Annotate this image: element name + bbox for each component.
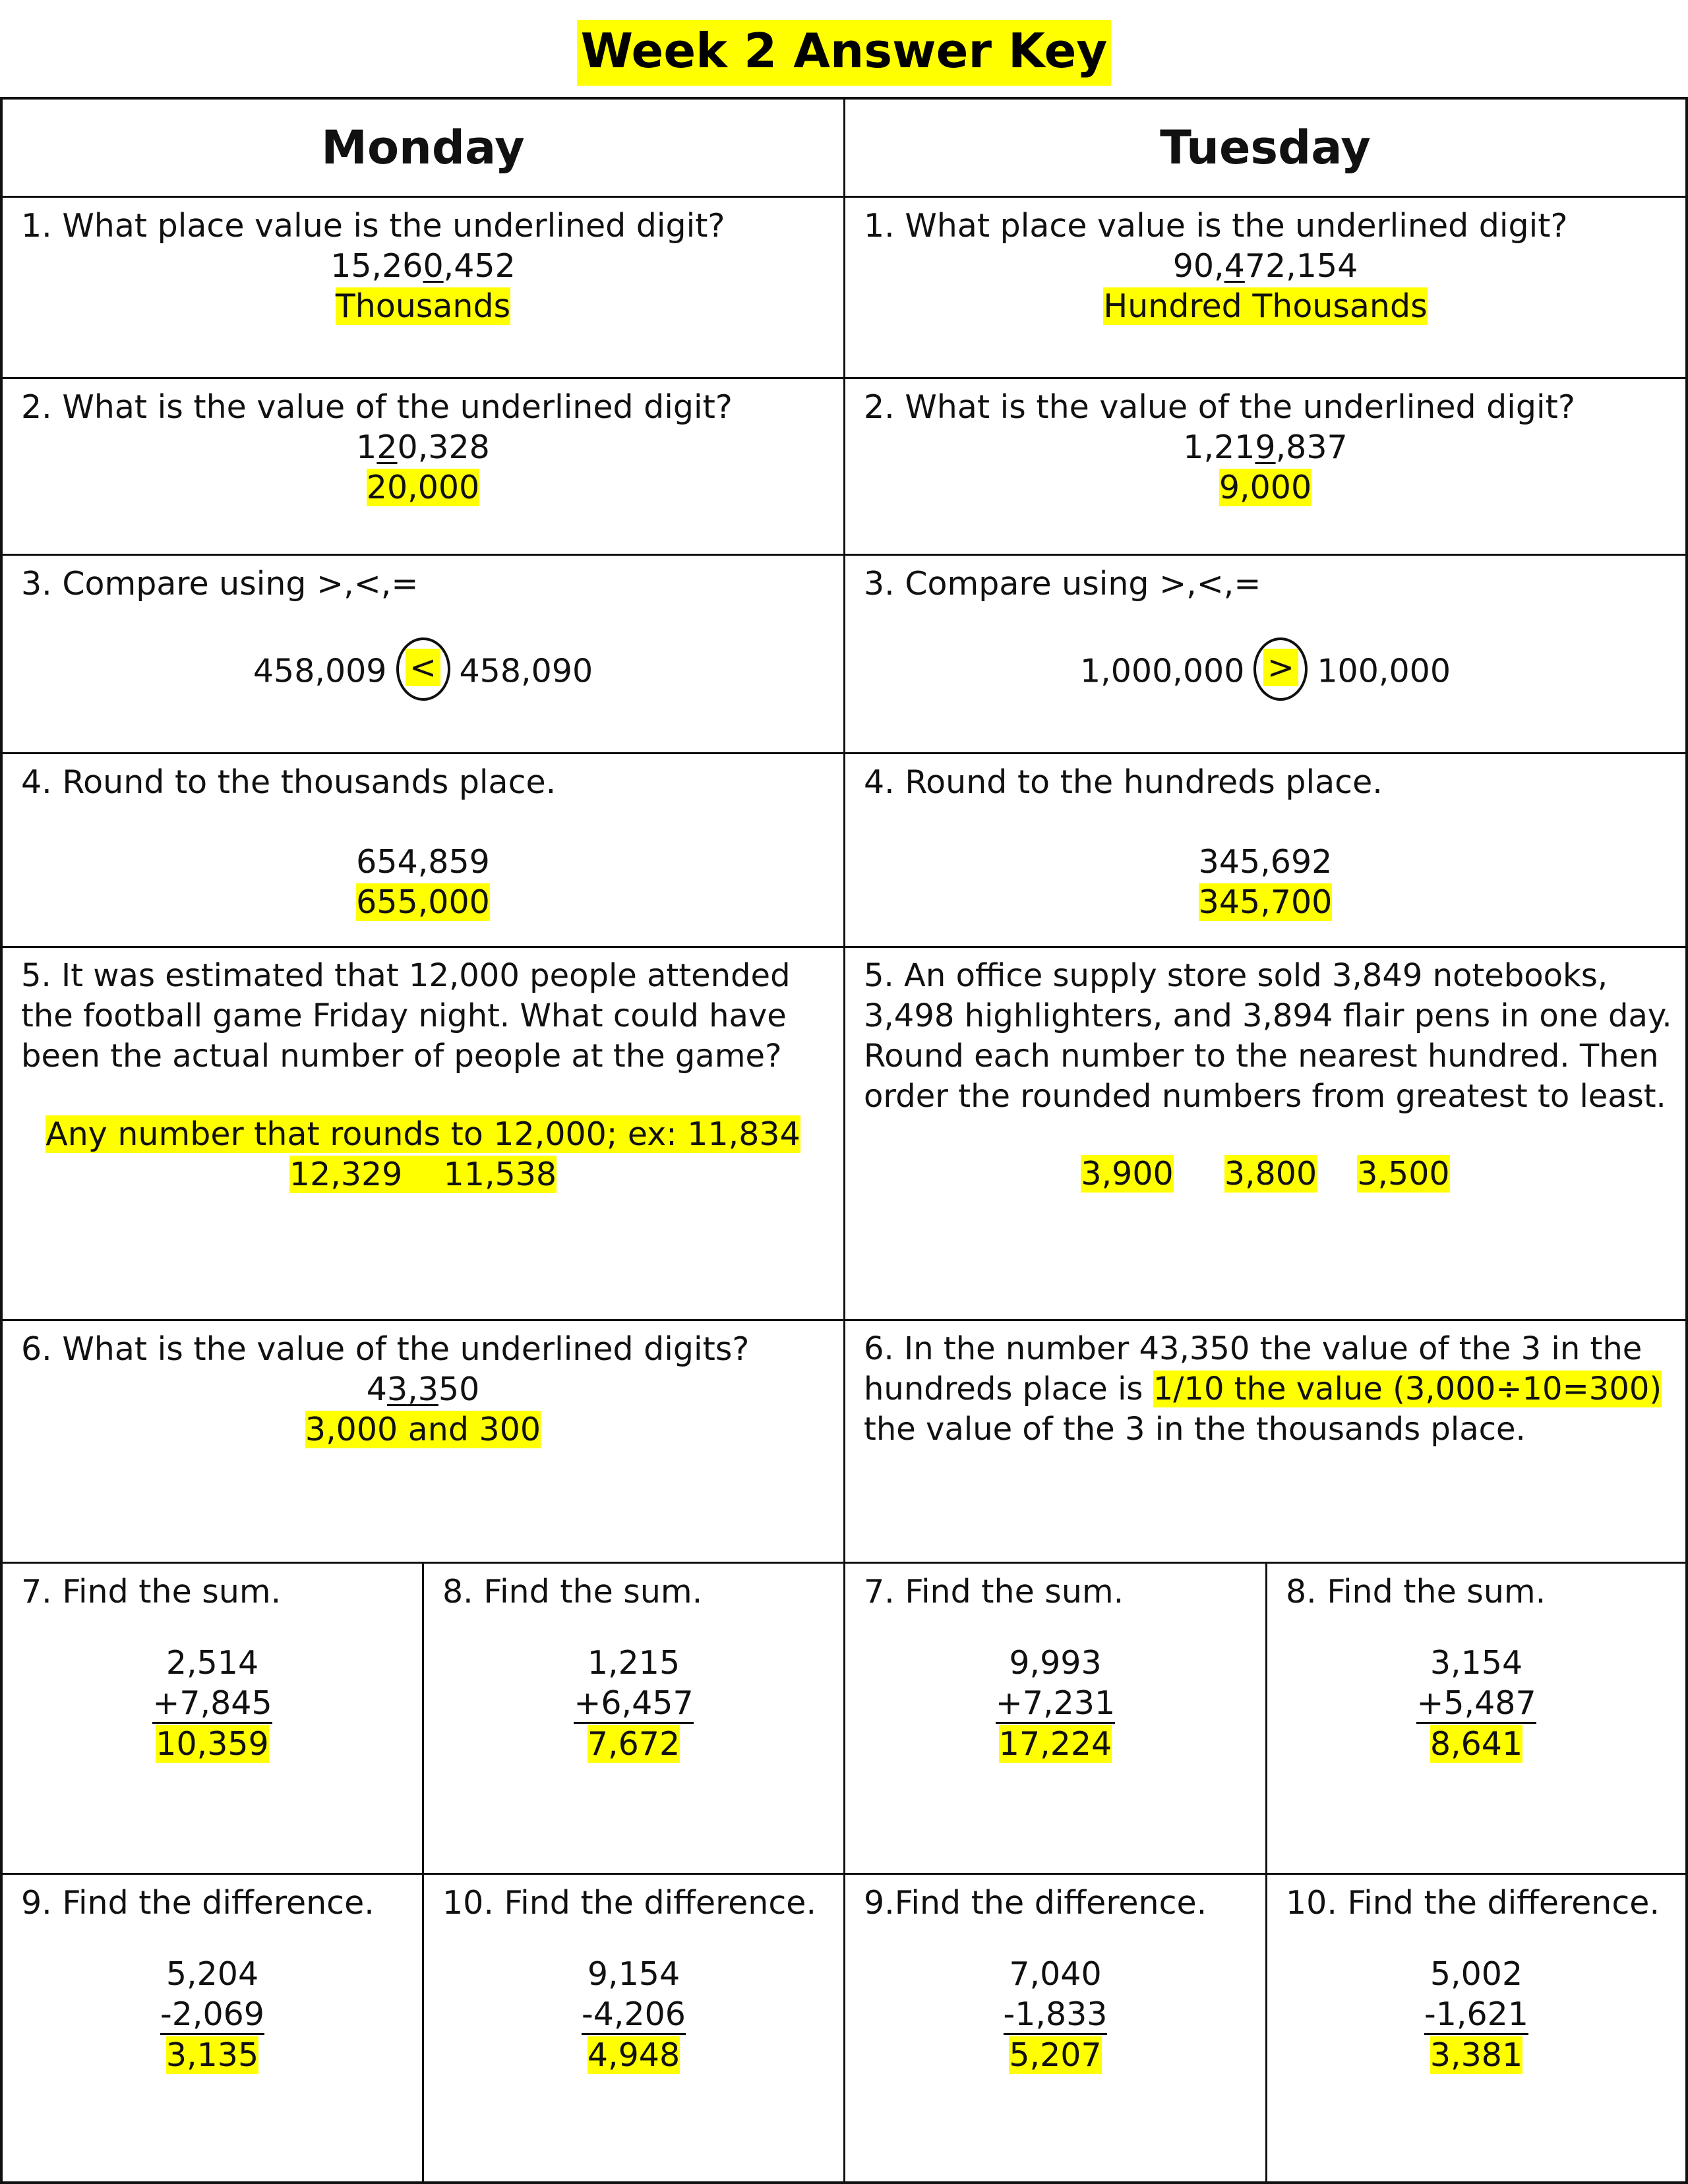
- tuesday-q7-problem: [845, 1643, 1265, 1764]
- bottom-number: -4,206: [582, 1996, 686, 2035]
- underlined-digit: 4: [1224, 247, 1245, 285]
- tuesday-q10: [1267, 1875, 1685, 2181]
- tuesday-q1-answer-wrap: [845, 286, 1685, 326]
- tuesday-q2-number: [845, 427, 1685, 467]
- tuesday-q8-answer: 8,641: [1430, 1725, 1523, 1763]
- monday-q5-answer-line1: Any number that rounds to 12,000; ex: 11,834: [45, 1115, 800, 1153]
- monday-q4-answer: 655,000: [356, 883, 490, 921]
- monday-q3-right: 458,090: [459, 652, 593, 690]
- monday-q4: [3, 754, 845, 946]
- bottom-number: +6,457: [574, 1685, 693, 1724]
- underlined-digit: 9: [1255, 428, 1276, 466]
- tuesday-q4-answer-wrap: [845, 882, 1685, 922]
- underlined-digit: 2: [377, 428, 398, 466]
- tuesday-q1-answer: Hundred Thousands: [1103, 287, 1428, 325]
- monday-q2-prompt: 2. What is the value of the underlined digit?: [21, 388, 733, 426]
- row-q4: [3, 754, 1685, 948]
- tuesday-q8: [1267, 1564, 1685, 1873]
- underlined-digit: 3: [417, 1371, 438, 1408]
- monday-q6-prompt: 6. What is the value of the underlined digits?: [21, 1330, 750, 1368]
- monday-q7: [3, 1564, 424, 1873]
- monday-q10-answer: 4,948: [587, 2036, 680, 2074]
- tuesday-q2: [845, 379, 1685, 554]
- bottom-number: +5,487: [1416, 1685, 1536, 1724]
- monday-q6-answer: 3,000 and 300: [305, 1411, 541, 1448]
- tuesday-q8-problem: [1267, 1643, 1685, 1764]
- monday-q5-answer-line2: 12,329 11,538: [289, 1156, 557, 1193]
- top-number: 7,040: [1009, 1955, 1102, 1993]
- monday-q3-compare: [3, 641, 843, 705]
- monday-q6-answer-wrap: [3, 1409, 843, 1450]
- tuesday-q5-answer-3: 3,500: [1357, 1155, 1450, 1193]
- monday-q4-answer-wrap: [3, 882, 843, 922]
- tuesday-q2-answer: 9,000: [1219, 469, 1312, 506]
- tuesday-q1-prompt: 1. What place value is the underlined digit?: [864, 207, 1568, 245]
- number-part: 1,21: [1183, 428, 1255, 466]
- tuesday-q1: [845, 198, 1685, 377]
- monday-q5-answer-wrap: [3, 1114, 843, 1195]
- tuesday-q10-prompt: 10. Find the difference.: [1286, 1884, 1660, 1922]
- tuesday-q10-problem: [1267, 1954, 1685, 2075]
- number-part: 50: [438, 1371, 480, 1408]
- top-number: 1,215: [587, 1644, 680, 1682]
- row-q5: [3, 948, 1685, 1321]
- monday-q3-left: 458,009: [253, 652, 387, 690]
- monday-q8: [424, 1564, 845, 1873]
- tuesday-q6-answer: 1/10 the value (3,000÷10=300): [1153, 1371, 1662, 1407]
- monday-header: Monday: [3, 100, 845, 196]
- tuesday-header: Tuesday: [1160, 121, 1371, 175]
- top-number: 5,002: [1430, 1955, 1523, 1993]
- underlined-digit: 0: [423, 247, 444, 285]
- tuesday-q5: [845, 948, 1685, 1319]
- monday-q1-number: [3, 246, 843, 286]
- tuesday-q5-prompt: 5. An office supply store sold 3,849 notebooks, 3,498 highlighters, and 3,894 flair pens in one day. Round each number to the nearest hundred. Then order the rounded numbers from greatest to least.: [864, 957, 1672, 1115]
- tuesday-q5-answer-1: 3,900: [1081, 1155, 1174, 1193]
- header-row: [3, 100, 1685, 198]
- tuesday-q5-answers: [845, 1154, 1685, 1194]
- tuesday-q6: [845, 1321, 1685, 1562]
- monday-q1-answer-wrap: [3, 286, 843, 326]
- monday-q5: [3, 948, 845, 1319]
- monday-q10: [424, 1875, 845, 2181]
- row-q3: [3, 556, 1685, 754]
- row-q6: [3, 1321, 1685, 1564]
- row-q7-q8: [3, 1564, 1685, 1875]
- monday-q9-prompt: 9. Find the difference.: [21, 1884, 375, 1922]
- bottom-number: -2,069: [160, 1996, 264, 2035]
- monday-q8-prompt: 8. Find the sum.: [442, 1573, 703, 1610]
- monday-q1-prompt: 1. What place value is the underlined digit?: [21, 207, 725, 245]
- number-part: 4: [366, 1371, 387, 1408]
- tuesday-q3-left: 1,000,000: [1079, 652, 1245, 690]
- tuesday-q9: [845, 1875, 1267, 2181]
- number-part: 72,154: [1244, 247, 1358, 285]
- number-part: 0,328: [397, 428, 490, 466]
- tuesday-q1-number: [845, 246, 1685, 286]
- monday-q3: [3, 556, 845, 752]
- tuesday-q3-prompt: 3. Compare using >,<,=: [864, 565, 1261, 603]
- circled-symbol: [1253, 637, 1308, 701]
- number-part: ,837: [1275, 428, 1348, 466]
- monday-q9-problem: [3, 1954, 422, 2075]
- top-number: 3,154: [1430, 1644, 1523, 1682]
- tuesday-q8-prompt: 8. Find the sum.: [1286, 1573, 1546, 1610]
- underlined-separator: ,: [407, 1371, 418, 1408]
- monday-q4-prompt: 4. Round to the thousands place.: [21, 763, 557, 801]
- top-number: 5,204: [166, 1955, 259, 1993]
- answer-key-table: [0, 97, 1688, 2184]
- bottom-number: -1,833: [1004, 1996, 1108, 2035]
- monday-q4-number: 654,859: [356, 843, 490, 881]
- row-q9-q10: [3, 1875, 1685, 2181]
- monday-q9: [3, 1875, 424, 2181]
- monday-q1: [3, 198, 845, 377]
- monday-q5-prompt: 5. It was estimated that 12,000 people attended the football game Friday night. What could have been the actual number of people at the game?: [21, 957, 791, 1075]
- bottom-number: +7,845: [152, 1685, 272, 1724]
- top-number: 9,154: [587, 1955, 680, 1993]
- number-part: ,452: [443, 247, 516, 285]
- row-q2: [3, 379, 1685, 556]
- monday-q2-answer-wrap: [3, 467, 843, 508]
- tuesday-q3-compare: [845, 641, 1685, 705]
- tuesday-q2-answer-wrap: [845, 467, 1685, 508]
- underlined-digit: 3: [386, 1371, 408, 1408]
- tuesday-q4-number: 345,692: [1198, 843, 1333, 881]
- monday-q6-number: [3, 1369, 843, 1409]
- monday-q7-problem: [3, 1643, 422, 1764]
- monday-q10-problem: [424, 1954, 843, 2075]
- tuesday-q6-prompt-a: 6. In the number 43,350 the value of the 3 in the hundreds place is: [864, 1330, 1643, 1407]
- tuesday-q4: [845, 754, 1685, 946]
- page-title: Week 2 Answer Key: [577, 20, 1112, 86]
- bottom-number: +7,231: [996, 1685, 1115, 1724]
- tuesday-q9-problem: [845, 1954, 1265, 2075]
- tuesday-q9-prompt: 9.Find the difference.: [864, 1884, 1207, 1922]
- row-q1: [3, 198, 1685, 379]
- monday-q8-problem: [424, 1643, 843, 1764]
- top-number: 9,993: [1009, 1644, 1102, 1682]
- tuesday-q6-prompt: [864, 1329, 1672, 1450]
- monday-q10-prompt: 10. Find the difference.: [442, 1884, 817, 1922]
- circled-symbol: [396, 637, 450, 701]
- tuesday-q10-answer: 3,381: [1430, 2036, 1523, 2074]
- monday-q3-prompt: 3. Compare using >,<,=: [21, 565, 419, 603]
- number-part: 90,: [1172, 247, 1224, 285]
- number-part: 15,26: [330, 247, 423, 285]
- bottom-number: -1,621: [1424, 1996, 1528, 2035]
- monday-q2-answer: 20,000: [366, 469, 480, 506]
- monday-q2-number: [3, 427, 843, 467]
- tuesday-q7-answer: 17,224: [998, 1725, 1112, 1763]
- tuesday-q4-answer: 345,700: [1198, 883, 1333, 921]
- tuesday-q3-right: 100,000: [1317, 652, 1451, 690]
- tuesday-q4-prompt: 4. Round to the hundreds place.: [864, 763, 1383, 801]
- monday-q9-answer: 3,135: [166, 2036, 259, 2074]
- monday-q8-answer: 7,672: [587, 1725, 680, 1763]
- tuesday-q5-answer-2: 3,800: [1224, 1155, 1317, 1193]
- number-part: 1: [356, 428, 377, 466]
- tuesday-q2-prompt: 2. What is the value of the underlined digit?: [864, 388, 1575, 426]
- tuesday-q6-prompt-b: the value of the 3 in the thousands place.: [864, 1411, 1526, 1448]
- monday-q6: [3, 1321, 845, 1562]
- tuesday-q3: [845, 556, 1685, 752]
- monday-q7-answer: 10,359: [156, 1725, 269, 1763]
- top-number: 2,514: [166, 1644, 259, 1682]
- tuesday-q9-answer: 5,207: [1009, 2036, 1102, 2074]
- monday-q1-answer: Thousands: [335, 287, 511, 325]
- monday-q3-symbol: <: [406, 649, 440, 686]
- monday-q2: [3, 379, 845, 554]
- title-wrap: [0, 20, 1688, 86]
- tuesday-q7: [845, 1564, 1267, 1873]
- monday-q7-prompt: 7. Find the sum.: [21, 1573, 282, 1610]
- tuesday-q3-symbol: >: [1263, 649, 1298, 686]
- tuesday-q7-prompt: 7. Find the sum.: [864, 1573, 1124, 1610]
